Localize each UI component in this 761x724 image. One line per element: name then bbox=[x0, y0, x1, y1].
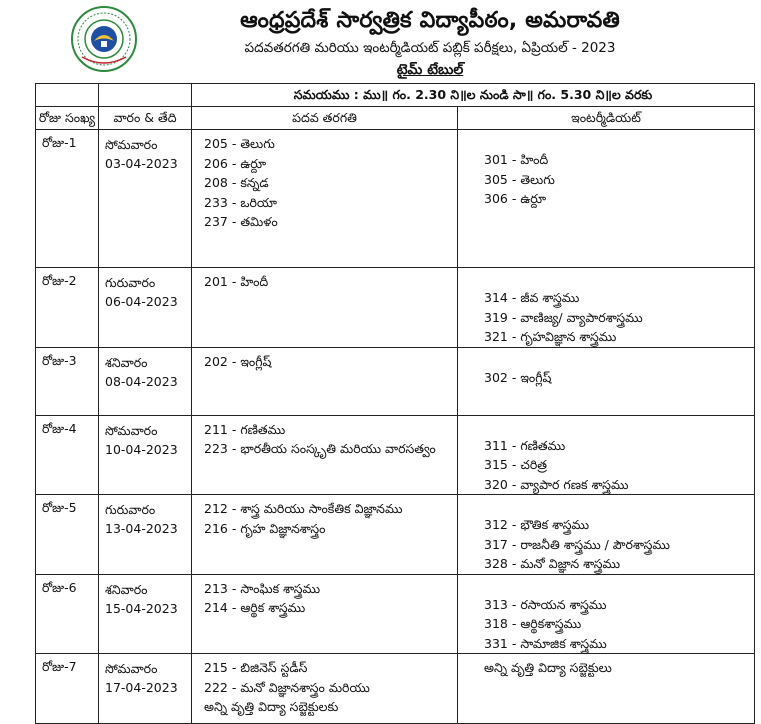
day-number: రోజు-6 bbox=[36, 574, 99, 654]
inter-subject: 315 - చరిత్ర bbox=[484, 457, 547, 472]
date: 10-04-2023 bbox=[105, 441, 178, 457]
ssc-subjects bbox=[192, 347, 458, 415]
timetable bbox=[35, 83, 755, 724]
inter-subject: 313 - రసాయన శాస్త్రము bbox=[484, 596, 607, 612]
ssc-subjects bbox=[192, 130, 458, 268]
table-row bbox=[36, 574, 755, 654]
table-row bbox=[36, 347, 755, 415]
weekday: శనివారం bbox=[105, 354, 148, 370]
inter-subject: 312 - భౌతిక శాస్త్రము bbox=[484, 517, 590, 532]
inter-subject: 314 - జీవ శాస్త్రము bbox=[484, 290, 580, 305]
weekday: సోమవారం bbox=[105, 137, 158, 152]
document-header bbox=[150, 6, 710, 80]
day-date bbox=[99, 347, 192, 415]
day-date bbox=[99, 130, 192, 268]
ssc-subject: 237 - తమిళం bbox=[204, 214, 278, 229]
timetable-body bbox=[36, 130, 755, 724]
day-date bbox=[99, 495, 192, 575]
ssc-subject: 205 - తెలుగు bbox=[204, 136, 275, 151]
inter-subjects bbox=[458, 574, 755, 654]
ssc-subject: 222 - మనో విజ్ఞానశాస్త్రం మరియు bbox=[204, 679, 370, 695]
table-row bbox=[36, 495, 755, 575]
inter-subject: 317 - రాజనీతి శాస్త్రము / పౌరశాస్త్రము bbox=[484, 536, 670, 552]
table-row bbox=[36, 268, 755, 348]
ssc-subjects bbox=[192, 268, 458, 348]
ssc-subject: 213 - సాంఘిక శాస్త్రము bbox=[204, 580, 321, 596]
ssc-subject: 211 - గణితము bbox=[204, 421, 286, 437]
doc-title: టైమ్ టేబుల్ bbox=[396, 62, 464, 78]
day-date bbox=[99, 268, 192, 348]
inter-subjects bbox=[458, 495, 755, 575]
school-seal-icon bbox=[70, 5, 138, 73]
weekday: సోమవారం bbox=[105, 661, 158, 676]
ssc-subject: 212 - శాస్త్ర మరియు సాంకేతిక విజ్ఞానము bbox=[204, 501, 403, 516]
ssc-subject: 206 - ఉర్దూ bbox=[204, 155, 267, 171]
date: 06-04-2023 bbox=[105, 294, 178, 309]
date: 03-04-2023 bbox=[105, 156, 178, 171]
inter-subjects bbox=[458, 268, 755, 348]
inter-subjects bbox=[458, 415, 755, 495]
inter-subject: 320 - వ్యాపార గణక శాస్త్రము bbox=[484, 476, 629, 492]
day-date bbox=[99, 574, 192, 654]
ssc-subject: 216 - గృహ విజ్ఞానశాస్త్రం bbox=[204, 520, 326, 536]
col-header-inter: ఇంటర్మీడియట్ bbox=[458, 107, 755, 130]
ssc-subjects bbox=[192, 654, 458, 724]
inter-subject: 311 - గణితము bbox=[484, 437, 566, 453]
timing-row bbox=[36, 84, 755, 107]
ssc-subjects bbox=[192, 574, 458, 654]
ssc-subject: 223 - భారతీయ సంస్కృతి మరియు వారసత్వం bbox=[204, 441, 436, 456]
ssc-subject: 202 - ఇంగ్లీష్ bbox=[204, 353, 272, 369]
inter-subject: 302 - ఇంగ్లీష్ bbox=[484, 369, 552, 385]
weekday: శనివారం bbox=[105, 581, 148, 597]
date: 17-04-2023 bbox=[105, 680, 178, 695]
inter-subjects bbox=[458, 130, 755, 268]
inter-subjects bbox=[458, 347, 755, 415]
inter-subjects bbox=[458, 654, 755, 724]
inter-subject: 306 - ఉర్దూ bbox=[484, 191, 547, 206]
exam-timing: సమయము : ము॥ గం. 2.30 ని॥ల నుండి సా॥ గం. 5.30 ని॥ల వరకు bbox=[192, 84, 755, 107]
ssc-subject: 215 - బిజినెస్ స్టడీస్ bbox=[204, 660, 308, 675]
date: 08-04-2023 bbox=[105, 373, 178, 389]
inter-subject: 318 - ఆర్థికశాస్త్రము bbox=[484, 616, 582, 631]
inter-subject: 305 - తెలుగు bbox=[484, 171, 555, 187]
col-header-ssc: పదవ తరగతి bbox=[192, 107, 458, 130]
day-number: రోజు-2 bbox=[36, 268, 99, 348]
inter-subject: 319 - వాణిజ్య/ వ్యాపారశాస్త్రము bbox=[484, 309, 643, 325]
day-date bbox=[99, 415, 192, 495]
ssc-subject: 201 - హిందీ bbox=[204, 274, 269, 289]
inter-subject: 328 - మనో విజ్ఞాన శాస్త్రము bbox=[484, 556, 621, 571]
table-row bbox=[36, 130, 755, 268]
date: 15-04-2023 bbox=[105, 600, 178, 616]
weekday: గురువారం bbox=[105, 502, 156, 517]
exam-subtitle: పదవతరగతి మరియు ఇంటర్మీడియట్ పబ్లిక్ పరీక్షలు, ఏప్రియల్ - 2023 bbox=[244, 40, 616, 56]
inter-subject: 321 - గృహవిజ్ఞాన శాస్త్రము bbox=[484, 329, 617, 344]
ssc-subject: 233 - ఒరియా bbox=[204, 194, 277, 210]
header-row bbox=[36, 107, 755, 130]
day-number: రోజు-4 bbox=[36, 415, 99, 495]
weekday: గురువారం bbox=[105, 275, 156, 290]
weekday: సోమవారం bbox=[105, 422, 158, 438]
inter-subject: 301 - హిందీ bbox=[484, 152, 549, 167]
col-header-date: వారం & తేది bbox=[99, 107, 192, 130]
date: 13-04-2023 bbox=[105, 521, 178, 536]
inter-subject: అన్ని వృత్తి విద్యా సబ్జెక్టులు bbox=[484, 660, 612, 675]
day-number: రోజు-3 bbox=[36, 347, 99, 415]
day-date bbox=[99, 654, 192, 724]
inter-subject: 331 - సామాజిక శాస్త్రము bbox=[484, 635, 607, 651]
table-row bbox=[36, 415, 755, 495]
ssc-subject: 208 - కన్నడ bbox=[204, 175, 269, 190]
ssc-subject: అన్ని వృత్తి విద్యా సబ్జెక్టులకు bbox=[204, 699, 339, 714]
ssc-subjects bbox=[192, 415, 458, 495]
ssc-subject: 214 - ఆర్థిక శాస్త్రము bbox=[204, 600, 306, 615]
day-number: రోజు-7 bbox=[36, 654, 99, 724]
day-number: రోజు-5 bbox=[36, 495, 99, 575]
table-row bbox=[36, 654, 755, 724]
org-title: ఆంధ్రప్రదేశ్ సార్వత్రిక విద్యాపీఠం, అమరావతి bbox=[240, 8, 620, 33]
col-header-day: రోజు సంఖ్య bbox=[36, 107, 99, 130]
day-number: రోజు-1 bbox=[36, 130, 99, 268]
ssc-subjects bbox=[192, 495, 458, 575]
